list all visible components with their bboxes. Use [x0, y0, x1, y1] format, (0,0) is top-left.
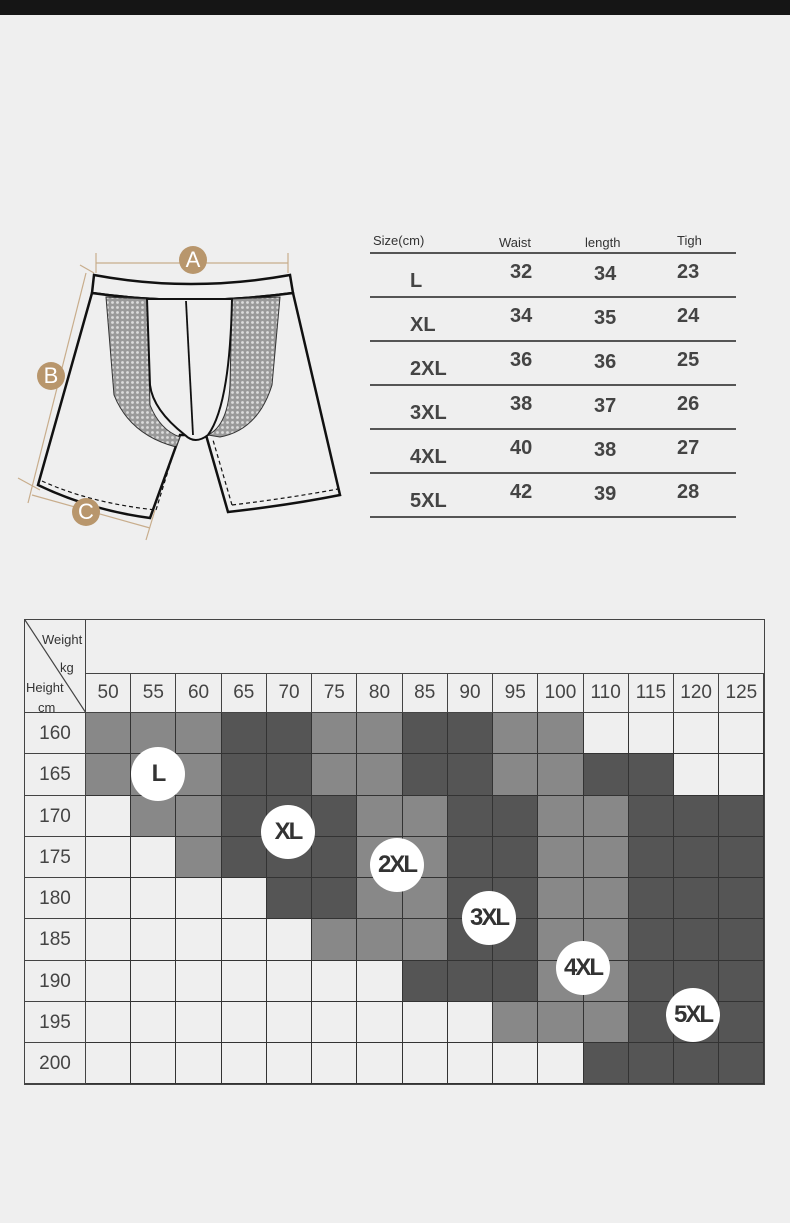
grid-cell: [222, 1002, 267, 1043]
weight-column-header: 55: [131, 673, 176, 713]
grid-cell: [267, 878, 312, 919]
grid-cell: [493, 754, 538, 795]
height-row-header: 175: [25, 837, 86, 878]
size-badge: 4XL: [556, 941, 610, 995]
grid-cell: [403, 919, 448, 960]
grid-cell: [357, 713, 402, 754]
size-label: 5XL: [410, 490, 447, 512]
grid-cell: [131, 837, 176, 878]
grid-cell: [267, 961, 312, 1002]
grid-cell: [719, 1002, 764, 1043]
waist-value: 34: [510, 305, 533, 327]
shorts-illustration: [10, 235, 360, 555]
height-row-header: 165: [25, 754, 86, 795]
height-row-header: 170: [25, 796, 86, 837]
header-thigh: Tigh: [677, 233, 702, 248]
grid-cell: [86, 713, 131, 754]
grid-cell: [584, 754, 629, 795]
waist-value: 38: [510, 393, 533, 415]
size-label: 3XL: [410, 402, 447, 424]
length-value: 36: [594, 351, 617, 373]
grid-header-blank: [86, 620, 764, 674]
grid-cell: [86, 837, 131, 878]
weight-column-header: 115: [629, 673, 674, 713]
thigh-value: 24: [677, 305, 700, 327]
grid-cell: [403, 1043, 448, 1084]
grid-cell: [176, 919, 221, 960]
grid-cell: [267, 1043, 312, 1084]
size-table-row: [370, 430, 736, 474]
header-length: length: [585, 235, 621, 250]
grid-cell: [312, 754, 357, 795]
size-badge: L: [131, 747, 185, 801]
grid-cell: [222, 754, 267, 795]
grid-cell: [176, 837, 221, 878]
size-badge: 2XL: [370, 838, 424, 892]
weight-column-header: 95: [493, 673, 538, 713]
grid-cell: [629, 796, 674, 837]
grid-cell: [222, 713, 267, 754]
weight-column-header: 125: [719, 673, 764, 713]
size-table-row: [370, 342, 736, 386]
grid-cell: [86, 1043, 131, 1084]
cm-unit-label: cm: [38, 700, 56, 713]
waist-value: 40: [510, 437, 533, 459]
length-value: 35: [594, 307, 617, 329]
grid-cell: [719, 919, 764, 960]
height-weight-size-grid: [24, 619, 765, 1085]
grid-cell: [312, 1002, 357, 1043]
length-value: 39: [594, 483, 617, 505]
grid-cell: [629, 919, 674, 960]
grid-cell: [357, 961, 402, 1002]
grid-cell: [312, 837, 357, 878]
height-row-header: 185: [25, 919, 86, 960]
length-value: 37: [594, 395, 617, 417]
grid-cell: [584, 837, 629, 878]
size-label: 4XL: [410, 446, 447, 468]
label-a-badge: A: [179, 246, 207, 274]
thigh-value: 26: [677, 393, 700, 415]
size-table-header: [370, 228, 736, 254]
grid-cell: [719, 878, 764, 919]
grid-cell: [312, 796, 357, 837]
weight-column-header: 110: [584, 673, 629, 713]
thigh-value: 23: [677, 261, 700, 283]
grid-cell: [448, 961, 493, 1002]
grid-cell: [357, 919, 402, 960]
grid-cell: [719, 961, 764, 1002]
grid-cell: [267, 754, 312, 795]
grid-cell: [538, 837, 583, 878]
grid-cell: [86, 919, 131, 960]
grid-cell: [629, 754, 674, 795]
grid-cell: [131, 878, 176, 919]
grid-cell: [674, 878, 719, 919]
grid-cell: [357, 1043, 402, 1084]
grid-cell: [674, 754, 719, 795]
grid-cell: [719, 837, 764, 878]
weight-column-header: 65: [222, 673, 267, 713]
grid-cell: [176, 878, 221, 919]
grid-cell: [584, 796, 629, 837]
grid-cell: [538, 878, 583, 919]
grid-cell: [448, 1002, 493, 1043]
grid-cell: [403, 796, 448, 837]
height-row-header: 195: [25, 1002, 86, 1043]
grid-cell: [629, 878, 674, 919]
grid-cell: [719, 796, 764, 837]
size-table-row: [370, 298, 736, 342]
grid-cell: [448, 713, 493, 754]
grid-cell: [131, 796, 176, 837]
grid-cell: [448, 1043, 493, 1084]
grid-cell: [538, 713, 583, 754]
grid-cell: [267, 713, 312, 754]
size-badge: 3XL: [462, 891, 516, 945]
grid-cell: [584, 1043, 629, 1084]
weight-column-header: 120: [674, 673, 719, 713]
grid-cell: [493, 1043, 538, 1084]
thigh-value: 27: [677, 437, 700, 459]
grid-cell: [312, 1043, 357, 1084]
grid-cell: [584, 1002, 629, 1043]
grid-cell: [222, 919, 267, 960]
grid-cell: [267, 1002, 312, 1043]
length-value: 34: [594, 263, 617, 285]
grid-cell: [131, 919, 176, 960]
grid-cell: [312, 961, 357, 1002]
grid-cell: [719, 713, 764, 754]
height-row-header: 180: [25, 878, 86, 919]
weight-column-header: 100: [538, 673, 583, 713]
size-table-row: [370, 254, 736, 298]
header-waist: Waist: [499, 235, 532, 250]
grid-cell: [629, 837, 674, 878]
grid-cell: [538, 1002, 583, 1043]
height-row-header: 160: [25, 713, 86, 754]
size-table-row: [370, 474, 736, 518]
grid-cell: [176, 713, 221, 754]
grid-cell: [86, 754, 131, 795]
length-value: 38: [594, 439, 617, 461]
grid-cell: [448, 754, 493, 795]
height-row-header: 190: [25, 961, 86, 1002]
thigh-value: 28: [677, 481, 700, 503]
grid-cell: [403, 1002, 448, 1043]
height-row-header: 200: [25, 1043, 86, 1084]
grid-cell: [674, 796, 719, 837]
grid-cell: [86, 796, 131, 837]
grid-cell: [131, 1002, 176, 1043]
size-label: L: [410, 270, 423, 292]
grid-cell: [176, 1043, 221, 1084]
grid-cell: [538, 1043, 583, 1084]
grid-cell: [357, 1002, 402, 1043]
grid-cell: [176, 796, 221, 837]
grid-cell: [176, 1002, 221, 1043]
grid-cell: [131, 1043, 176, 1084]
grid-cell: [131, 961, 176, 1002]
weight-column-header: 80: [357, 673, 402, 713]
grid-cell: [357, 754, 402, 795]
grid-cell: [86, 1002, 131, 1043]
grid-cell: [312, 919, 357, 960]
grid-cell: [674, 837, 719, 878]
size-badge: XL: [261, 805, 315, 859]
grid-cell: [222, 837, 267, 878]
grid-cell: [629, 1043, 674, 1084]
label-c-badge: C: [72, 498, 100, 526]
weight-column-header: 60: [176, 673, 221, 713]
grid-cell: [222, 961, 267, 1002]
grid-cell: [493, 713, 538, 754]
grid-cell: [584, 878, 629, 919]
size-measurement-table: [370, 228, 736, 518]
grid-cell: [267, 919, 312, 960]
weight-column-header: 90: [448, 673, 493, 713]
grid-cell: [493, 961, 538, 1002]
grid-cell: [674, 713, 719, 754]
grid-cell: [629, 713, 674, 754]
weight-column-header: 85: [403, 673, 448, 713]
waist-value: 36: [510, 349, 533, 371]
grid-cell: [493, 837, 538, 878]
height-axis-label: Height: [26, 680, 64, 695]
grid-cell: [493, 1002, 538, 1043]
top-banner: [0, 0, 790, 15]
grid-cell: [719, 1043, 764, 1084]
weight-axis-label: Weight: [42, 632, 83, 647]
weight-column-header: 75: [312, 673, 357, 713]
grid-cell: [674, 919, 719, 960]
grid-cell: [312, 713, 357, 754]
size-badge: 5XL: [666, 988, 720, 1042]
grid-corner-header: [25, 620, 86, 713]
weight-column-header: 70: [267, 673, 312, 713]
thigh-value: 25: [677, 349, 700, 371]
grid-cell: [222, 878, 267, 919]
grid-cell: [674, 1043, 719, 1084]
waist-value: 42: [510, 481, 533, 503]
grid-cell: [222, 1043, 267, 1084]
grid-cell: [719, 754, 764, 795]
size-table-row: [370, 386, 736, 430]
grid-cell: [538, 754, 583, 795]
label-b-badge: B: [37, 362, 65, 390]
grid-cell: [448, 796, 493, 837]
grid-cell: [584, 713, 629, 754]
size-label: 2XL: [410, 358, 447, 380]
grid-cell: [629, 961, 674, 1002]
grid-cell: [403, 961, 448, 1002]
grid-cell: [86, 878, 131, 919]
grid-cell: [493, 796, 538, 837]
grid-cell: [538, 796, 583, 837]
waist-value: 32: [510, 261, 533, 283]
grid-cell: [86, 961, 131, 1002]
grid-cell: [448, 837, 493, 878]
weight-column-header: 50: [86, 673, 131, 713]
header-size: Size(cm): [373, 233, 425, 248]
size-label: XL: [410, 314, 436, 336]
grid-cell: [312, 878, 357, 919]
grid-cell: [403, 754, 448, 795]
grid-cell: [403, 713, 448, 754]
grid-cell: [176, 961, 221, 1002]
kg-unit-label: kg: [60, 660, 74, 675]
grid-cell: [357, 796, 402, 837]
